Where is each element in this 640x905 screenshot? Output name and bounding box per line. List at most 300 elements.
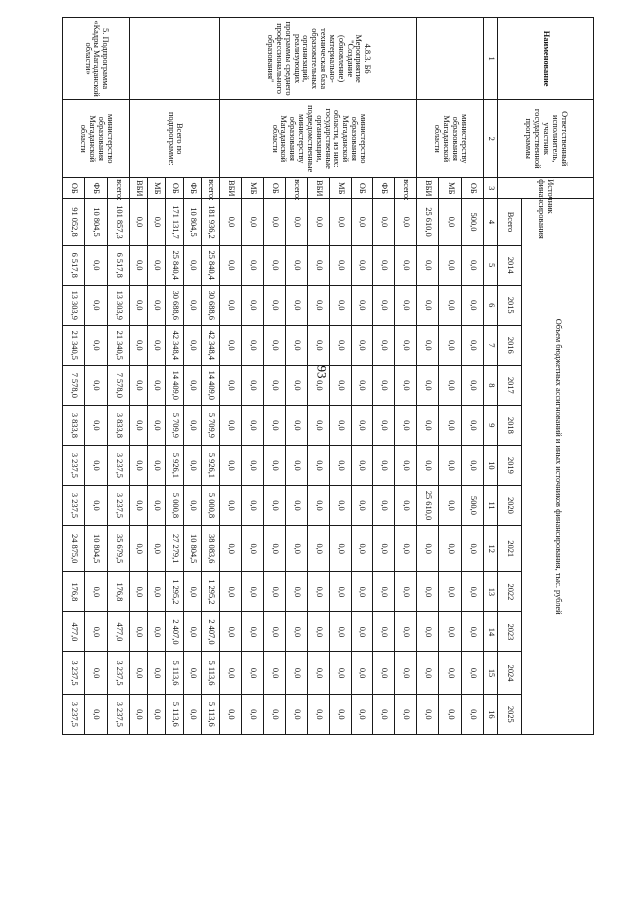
header-col-number: 1 xyxy=(484,18,498,100)
value-cell: 0,0 xyxy=(148,325,166,365)
value-cell: 0,0 xyxy=(85,612,107,652)
value-cell: 0,0 xyxy=(461,285,483,325)
value-cell: 21 340,5 xyxy=(107,325,129,365)
value-cell: 0,0 xyxy=(85,365,107,405)
value-cell: 0,0 xyxy=(264,526,286,572)
value-cell: 42 348,4 xyxy=(166,325,184,365)
source-cell: всего: xyxy=(395,178,417,199)
value-cell: 0,0 xyxy=(129,694,147,734)
value-cell: 0,0 xyxy=(242,285,264,325)
value-cell: 0,0 xyxy=(439,285,461,325)
value-cell: 176,8 xyxy=(107,572,129,612)
value-cell: 0,0 xyxy=(184,325,202,365)
value-cell: 0,0 xyxy=(373,526,395,572)
source-cell: всего: xyxy=(286,178,308,199)
value-cell: 0,0 xyxy=(439,405,461,445)
header-col-number: 3 xyxy=(484,178,498,199)
value-cell: 0,0 xyxy=(373,365,395,405)
value-cell: 0,0 xyxy=(307,325,329,365)
value-cell: 0,0 xyxy=(264,405,286,445)
value-cell: 0,0 xyxy=(220,365,242,405)
value-cell: 0,0 xyxy=(242,652,264,694)
value-cell: 0,0 xyxy=(329,285,351,325)
value-cell: 3 237,5 xyxy=(63,652,85,694)
value-cell: 0,0 xyxy=(264,572,286,612)
value-cell: 3 833,8 xyxy=(63,405,85,445)
header-year: 2021 xyxy=(498,526,522,572)
table-header xyxy=(484,18,594,735)
value-cell: 0,0 xyxy=(264,245,286,285)
value-cell: 0,0 xyxy=(184,612,202,652)
value-cell: 0,0 xyxy=(307,405,329,445)
value-cell: 0,0 xyxy=(417,405,439,445)
value-cell: 0,0 xyxy=(417,652,439,694)
value-cell: 0,0 xyxy=(329,694,351,734)
value-cell: 101 857,3 xyxy=(107,199,129,245)
value-cell: 477,0 xyxy=(63,612,85,652)
value-cell: 0,0 xyxy=(242,199,264,245)
value-cell: 0,0 xyxy=(242,485,264,525)
header-year: 2016 xyxy=(498,325,522,365)
program-name-cell: 4.8.3. Б6 Мероприятие "Создание (обновление) материально-техническая база образовательных организаций, реализующих программы среднего профессионального образования" xyxy=(220,18,417,100)
value-cell: 0,0 xyxy=(439,612,461,652)
value-cell: 35 679,5 xyxy=(107,526,129,572)
value-cell: 0,0 xyxy=(329,445,351,485)
value-cell: 24 875,0 xyxy=(63,526,85,572)
value-cell: 91 052,8 xyxy=(63,199,85,245)
value-cell: 5 926,1 xyxy=(202,445,220,485)
value-cell: 0,0 xyxy=(461,652,483,694)
value-cell: 0,0 xyxy=(329,572,351,612)
value-cell: 0,0 xyxy=(85,445,107,485)
value-cell: 0,0 xyxy=(148,572,166,612)
value-cell: 10 804,5 xyxy=(85,199,107,245)
value-cell: 0,0 xyxy=(351,485,373,525)
responsible-cell: Всего по подпрограмме: xyxy=(129,100,219,178)
value-cell: 0,0 xyxy=(264,285,286,325)
value-cell: 0,0 xyxy=(85,325,107,365)
header-col-number: 9 xyxy=(484,405,498,445)
value-cell: 25 840,4 xyxy=(166,245,184,285)
value-cell: 0,0 xyxy=(220,405,242,445)
table-row xyxy=(395,18,417,735)
value-cell: 0,0 xyxy=(395,485,417,525)
value-cell: 5 113,6 xyxy=(166,652,184,694)
value-cell: 0,0 xyxy=(286,445,308,485)
value-cell: 0,0 xyxy=(329,612,351,652)
value-cell: 14 409,0 xyxy=(202,365,220,405)
header-numbers-row xyxy=(484,18,498,735)
source-cell: МБ xyxy=(439,178,461,199)
value-cell: 0,0 xyxy=(461,694,483,734)
header-year: 2017 xyxy=(498,365,522,405)
value-cell: 0,0 xyxy=(395,245,417,285)
value-cell: 5 113,6 xyxy=(202,694,220,734)
value-cell: 0,0 xyxy=(286,365,308,405)
responsible-cell: министерству образования Магаданской области xyxy=(417,100,484,178)
value-cell: 0,0 xyxy=(286,405,308,445)
value-cell: 0,0 xyxy=(329,245,351,285)
value-cell: 0,0 xyxy=(264,485,286,525)
value-cell: 0,0 xyxy=(220,485,242,525)
value-cell: 0,0 xyxy=(264,365,286,405)
value-cell: 0,0 xyxy=(264,199,286,245)
value-cell: 0,0 xyxy=(129,526,147,572)
value-cell: 0,0 xyxy=(395,612,417,652)
value-cell: 0,0 xyxy=(351,405,373,445)
value-cell: 0,0 xyxy=(184,365,202,405)
value-cell: 3 237,5 xyxy=(63,485,85,525)
value-cell: 0,0 xyxy=(395,572,417,612)
value-cell: 0,0 xyxy=(307,572,329,612)
value-cell: 0,0 xyxy=(220,526,242,572)
value-cell: 0,0 xyxy=(286,694,308,734)
value-cell: 3 237,5 xyxy=(107,445,129,485)
value-cell: 0,0 xyxy=(373,612,395,652)
header-col-number: 16 xyxy=(484,694,498,734)
value-cell: 0,0 xyxy=(461,365,483,405)
header-year: 2024 xyxy=(498,652,522,694)
value-cell: 0,0 xyxy=(417,526,439,572)
value-cell: 0,0 xyxy=(85,652,107,694)
value-cell: 0,0 xyxy=(351,325,373,365)
value-cell: 0,0 xyxy=(351,365,373,405)
source-cell: МБ xyxy=(242,178,264,199)
value-cell: 0,0 xyxy=(417,694,439,734)
value-cell: 0,0 xyxy=(148,365,166,405)
header-name: Наименование xyxy=(498,18,594,100)
table-body xyxy=(63,18,484,735)
header-year: 2015 xyxy=(498,285,522,325)
header-year: 2025 xyxy=(498,694,522,734)
value-cell: 0,0 xyxy=(220,694,242,734)
value-cell: 5 709,9 xyxy=(166,405,184,445)
value-cell: 0,0 xyxy=(242,365,264,405)
value-cell: 0,0 xyxy=(220,572,242,612)
source-cell: ОБ xyxy=(264,178,286,199)
value-cell: 0,0 xyxy=(439,526,461,572)
value-cell: 0,0 xyxy=(184,445,202,485)
value-cell: 0,0 xyxy=(351,572,373,612)
value-cell: 0,0 xyxy=(242,694,264,734)
source-cell: ФБ xyxy=(373,178,395,199)
value-cell: 0,0 xyxy=(395,365,417,405)
value-cell: 0,0 xyxy=(129,325,147,365)
value-cell: 0,0 xyxy=(85,694,107,734)
header-col-number: 5 xyxy=(484,245,498,285)
value-cell: 0,0 xyxy=(85,285,107,325)
value-cell: 0,0 xyxy=(220,285,242,325)
value-cell: 3 237,5 xyxy=(63,445,85,485)
source-cell: всего: xyxy=(107,178,129,199)
value-cell: 0,0 xyxy=(373,325,395,365)
value-cell: 5 113,6 xyxy=(202,652,220,694)
value-cell: 0,0 xyxy=(129,485,147,525)
value-cell: 0,0 xyxy=(307,526,329,572)
value-cell: 0,0 xyxy=(395,325,417,365)
value-cell: 0,0 xyxy=(286,652,308,694)
header-volume-group: Объем бюджетных ассигнований и иных источников финансирования, тыс. рублей xyxy=(522,199,594,735)
value-cell: 0,0 xyxy=(307,245,329,285)
value-cell: 0,0 xyxy=(148,285,166,325)
value-cell: 3 237,5 xyxy=(107,485,129,525)
value-cell: 0,0 xyxy=(184,405,202,445)
value-cell: 0,0 xyxy=(85,245,107,285)
value-cell: 0,0 xyxy=(242,612,264,652)
value-cell: 0,0 xyxy=(395,199,417,245)
value-cell: 0,0 xyxy=(439,245,461,285)
value-cell: 3 237,5 xyxy=(63,694,85,734)
value-cell: 27 279,1 xyxy=(166,526,184,572)
value-cell: 0,0 xyxy=(129,572,147,612)
header-col-number: 15 xyxy=(484,652,498,694)
value-cell: 0,0 xyxy=(242,526,264,572)
value-cell: 0,0 xyxy=(184,485,202,525)
header-col-number: 2 xyxy=(484,100,498,178)
value-cell: 0,0 xyxy=(395,526,417,572)
source-cell: ФБ xyxy=(85,178,107,199)
value-cell: 0,0 xyxy=(417,285,439,325)
value-cell: 3 237,5 xyxy=(107,652,129,694)
value-cell: 0,0 xyxy=(373,199,395,245)
value-cell: 0,0 xyxy=(439,694,461,734)
header-year: 2020 xyxy=(498,485,522,525)
value-cell: 7 578,0 xyxy=(63,365,85,405)
value-cell: 0,0 xyxy=(184,572,202,612)
value-cell: 0,0 xyxy=(148,526,166,572)
header-year: 2018 xyxy=(498,405,522,445)
value-cell: 0,0 xyxy=(351,445,373,485)
value-cell: 7 578,0 xyxy=(107,365,129,405)
value-cell: 0,0 xyxy=(395,652,417,694)
value-cell: 0,0 xyxy=(286,245,308,285)
header-col-number: 10 xyxy=(484,445,498,485)
value-cell: 0,0 xyxy=(373,245,395,285)
value-cell: 25 610,0 xyxy=(417,199,439,245)
value-cell: 0,0 xyxy=(242,245,264,285)
value-cell: 477,0 xyxy=(107,612,129,652)
value-cell: 0,0 xyxy=(329,652,351,694)
header-year: 2019 xyxy=(498,445,522,485)
value-cell: 0,0 xyxy=(329,485,351,525)
responsible-cell: министерство образования Магаданской области xyxy=(63,100,130,178)
value-cell: 0,0 xyxy=(329,405,351,445)
source-cell: ОБ xyxy=(63,178,85,199)
value-cell: 6 517,8 xyxy=(107,245,129,285)
header-col-number: 11 xyxy=(484,485,498,525)
value-cell: 5 709,9 xyxy=(202,405,220,445)
value-cell: 0,0 xyxy=(184,694,202,734)
value-cell: 0,0 xyxy=(417,245,439,285)
value-cell: 0,0 xyxy=(307,485,329,525)
value-cell: 0,0 xyxy=(148,445,166,485)
value-cell: 0,0 xyxy=(242,572,264,612)
value-cell: 0,0 xyxy=(351,526,373,572)
value-cell: 0,0 xyxy=(373,572,395,612)
value-cell: 0,0 xyxy=(264,694,286,734)
value-cell: 171 131,7 xyxy=(166,199,184,245)
value-cell: 0,0 xyxy=(417,445,439,485)
header-col-number: 12 xyxy=(484,526,498,572)
value-cell: 13 303,9 xyxy=(63,285,85,325)
header-col-number: 8 xyxy=(484,365,498,405)
value-cell: 0,0 xyxy=(329,526,351,572)
value-cell: 0,0 xyxy=(286,612,308,652)
value-cell: 0,0 xyxy=(220,652,242,694)
value-cell: 0,0 xyxy=(351,199,373,245)
value-cell: 0,0 xyxy=(351,245,373,285)
value-cell: 0,0 xyxy=(148,694,166,734)
header-col-number: 6 xyxy=(484,285,498,325)
value-cell: 0,0 xyxy=(129,245,147,285)
value-cell: 5 926,1 xyxy=(166,445,184,485)
source-cell: всего: xyxy=(202,178,220,199)
value-cell: 2 407,0 xyxy=(202,612,220,652)
program-name-cell xyxy=(129,18,219,100)
program-name-cell: 5. Подпрограмма «Кадры Магаданской области» xyxy=(63,18,130,100)
responsible-cell: министерство образования Магаданской области, из них: государственные организации, подведомственные министерству образования Магаданской области xyxy=(220,100,417,178)
header-year: 2022 xyxy=(498,572,522,612)
value-cell: 0,0 xyxy=(220,199,242,245)
value-cell: 0,0 xyxy=(439,199,461,245)
value-cell: 0,0 xyxy=(129,199,147,245)
value-cell: 42 348,4 xyxy=(202,325,220,365)
value-cell: 0,0 xyxy=(461,325,483,365)
value-cell: 0,0 xyxy=(286,285,308,325)
value-cell: 0,0 xyxy=(461,245,483,285)
value-cell: 13 303,9 xyxy=(107,285,129,325)
value-cell: 0,0 xyxy=(148,485,166,525)
value-cell: 0,0 xyxy=(395,694,417,734)
value-cell: 0,0 xyxy=(242,445,264,485)
value-cell: 0,0 xyxy=(461,445,483,485)
value-cell: 0,0 xyxy=(129,285,147,325)
value-cell: 0,0 xyxy=(184,245,202,285)
value-cell: 0,0 xyxy=(286,526,308,572)
value-cell: 0,0 xyxy=(307,285,329,325)
value-cell: 0,0 xyxy=(148,405,166,445)
value-cell: 0,0 xyxy=(461,405,483,445)
value-cell: 0,0 xyxy=(220,612,242,652)
value-cell: 14 409,0 xyxy=(166,365,184,405)
table-row xyxy=(461,18,483,735)
value-cell: 0,0 xyxy=(395,405,417,445)
value-cell: 3 833,8 xyxy=(107,405,129,445)
value-cell: 0,0 xyxy=(242,325,264,365)
value-cell: 0,0 xyxy=(395,285,417,325)
value-cell: 0,0 xyxy=(439,485,461,525)
value-cell: 5 000,8 xyxy=(166,485,184,525)
program-name-cell xyxy=(417,18,484,100)
header-responsible: Ответственный исполнитель, участник государственной программы xyxy=(498,100,594,178)
value-cell: 21 340,5 xyxy=(63,325,85,365)
header-col-number: 4 xyxy=(484,199,498,245)
source-cell: ОБ xyxy=(166,178,184,199)
value-cell: 0,0 xyxy=(220,245,242,285)
source-cell: ВБИ xyxy=(307,178,329,199)
value-cell: 0,0 xyxy=(307,445,329,485)
value-cell: 0,0 xyxy=(307,694,329,734)
value-cell: 0,0 xyxy=(329,199,351,245)
value-cell: 38 083,6 xyxy=(202,526,220,572)
header-col-number: 14 xyxy=(484,612,498,652)
value-cell: 1 295,2 xyxy=(166,572,184,612)
value-cell: 0,0 xyxy=(264,445,286,485)
value-cell: 5 113,6 xyxy=(166,694,184,734)
value-cell: 0,0 xyxy=(307,652,329,694)
source-cell: ВБИ xyxy=(129,178,147,199)
value-cell: 0,0 xyxy=(148,245,166,285)
value-cell: 10 804,5 xyxy=(85,526,107,572)
value-cell: 3 237,5 xyxy=(107,694,129,734)
value-cell: 0,0 xyxy=(129,652,147,694)
value-cell: 500,0 xyxy=(461,485,483,525)
value-cell: 0,0 xyxy=(461,612,483,652)
value-cell: 0,0 xyxy=(307,612,329,652)
rotated-table-container xyxy=(62,17,594,735)
value-cell: 10 804,5 xyxy=(184,199,202,245)
value-cell: 2 407,0 xyxy=(166,612,184,652)
header-row xyxy=(522,18,594,735)
page-number: 93 xyxy=(314,365,330,379)
value-cell: 0,0 xyxy=(220,325,242,365)
value-cell: 0,0 xyxy=(373,652,395,694)
header-col-number: 13 xyxy=(484,572,498,612)
value-cell: 0,0 xyxy=(417,572,439,612)
value-cell: 0,0 xyxy=(439,325,461,365)
value-cell: 0,0 xyxy=(373,445,395,485)
value-cell: 500,0 xyxy=(461,199,483,245)
value-cell: 0,0 xyxy=(286,485,308,525)
value-cell: 0,0 xyxy=(461,526,483,572)
value-cell: 0,0 xyxy=(85,572,107,612)
value-cell: 0,0 xyxy=(85,485,107,525)
table-row xyxy=(202,18,220,735)
value-cell: 6 517,8 xyxy=(63,245,85,285)
header-year: 2023 xyxy=(498,612,522,652)
value-cell: 30 688,6 xyxy=(166,285,184,325)
value-cell: 0,0 xyxy=(417,612,439,652)
value-cell: 0,0 xyxy=(439,365,461,405)
budget-table xyxy=(62,17,594,735)
header-col-number: 7 xyxy=(484,325,498,365)
value-cell: 0,0 xyxy=(286,572,308,612)
value-cell: 0,0 xyxy=(351,694,373,734)
value-cell: 181 936,2 xyxy=(202,199,220,245)
value-cell: 0,0 xyxy=(220,445,242,485)
value-cell: 0,0 xyxy=(129,445,147,485)
value-cell: 0,0 xyxy=(417,325,439,365)
value-cell: 0,0 xyxy=(129,365,147,405)
value-cell: 0,0 xyxy=(264,325,286,365)
value-cell: 25 610,0 xyxy=(417,485,439,525)
value-cell: 0,0 xyxy=(373,694,395,734)
value-cell: 0,0 xyxy=(148,612,166,652)
value-cell: 1 295,2 xyxy=(202,572,220,612)
table-row xyxy=(107,18,129,735)
value-cell: 0,0 xyxy=(148,199,166,245)
value-cell: 0,0 xyxy=(395,445,417,485)
value-cell: 25 840,4 xyxy=(202,245,220,285)
value-cell: 0,0 xyxy=(417,365,439,405)
value-cell: 0,0 xyxy=(329,365,351,405)
value-cell: 0,0 xyxy=(439,445,461,485)
value-cell: 30 688,6 xyxy=(202,285,220,325)
source-cell: МБ xyxy=(329,178,351,199)
value-cell: 0,0 xyxy=(184,652,202,694)
value-cell: 0,0 xyxy=(351,285,373,325)
value-cell: 0,0 xyxy=(351,652,373,694)
